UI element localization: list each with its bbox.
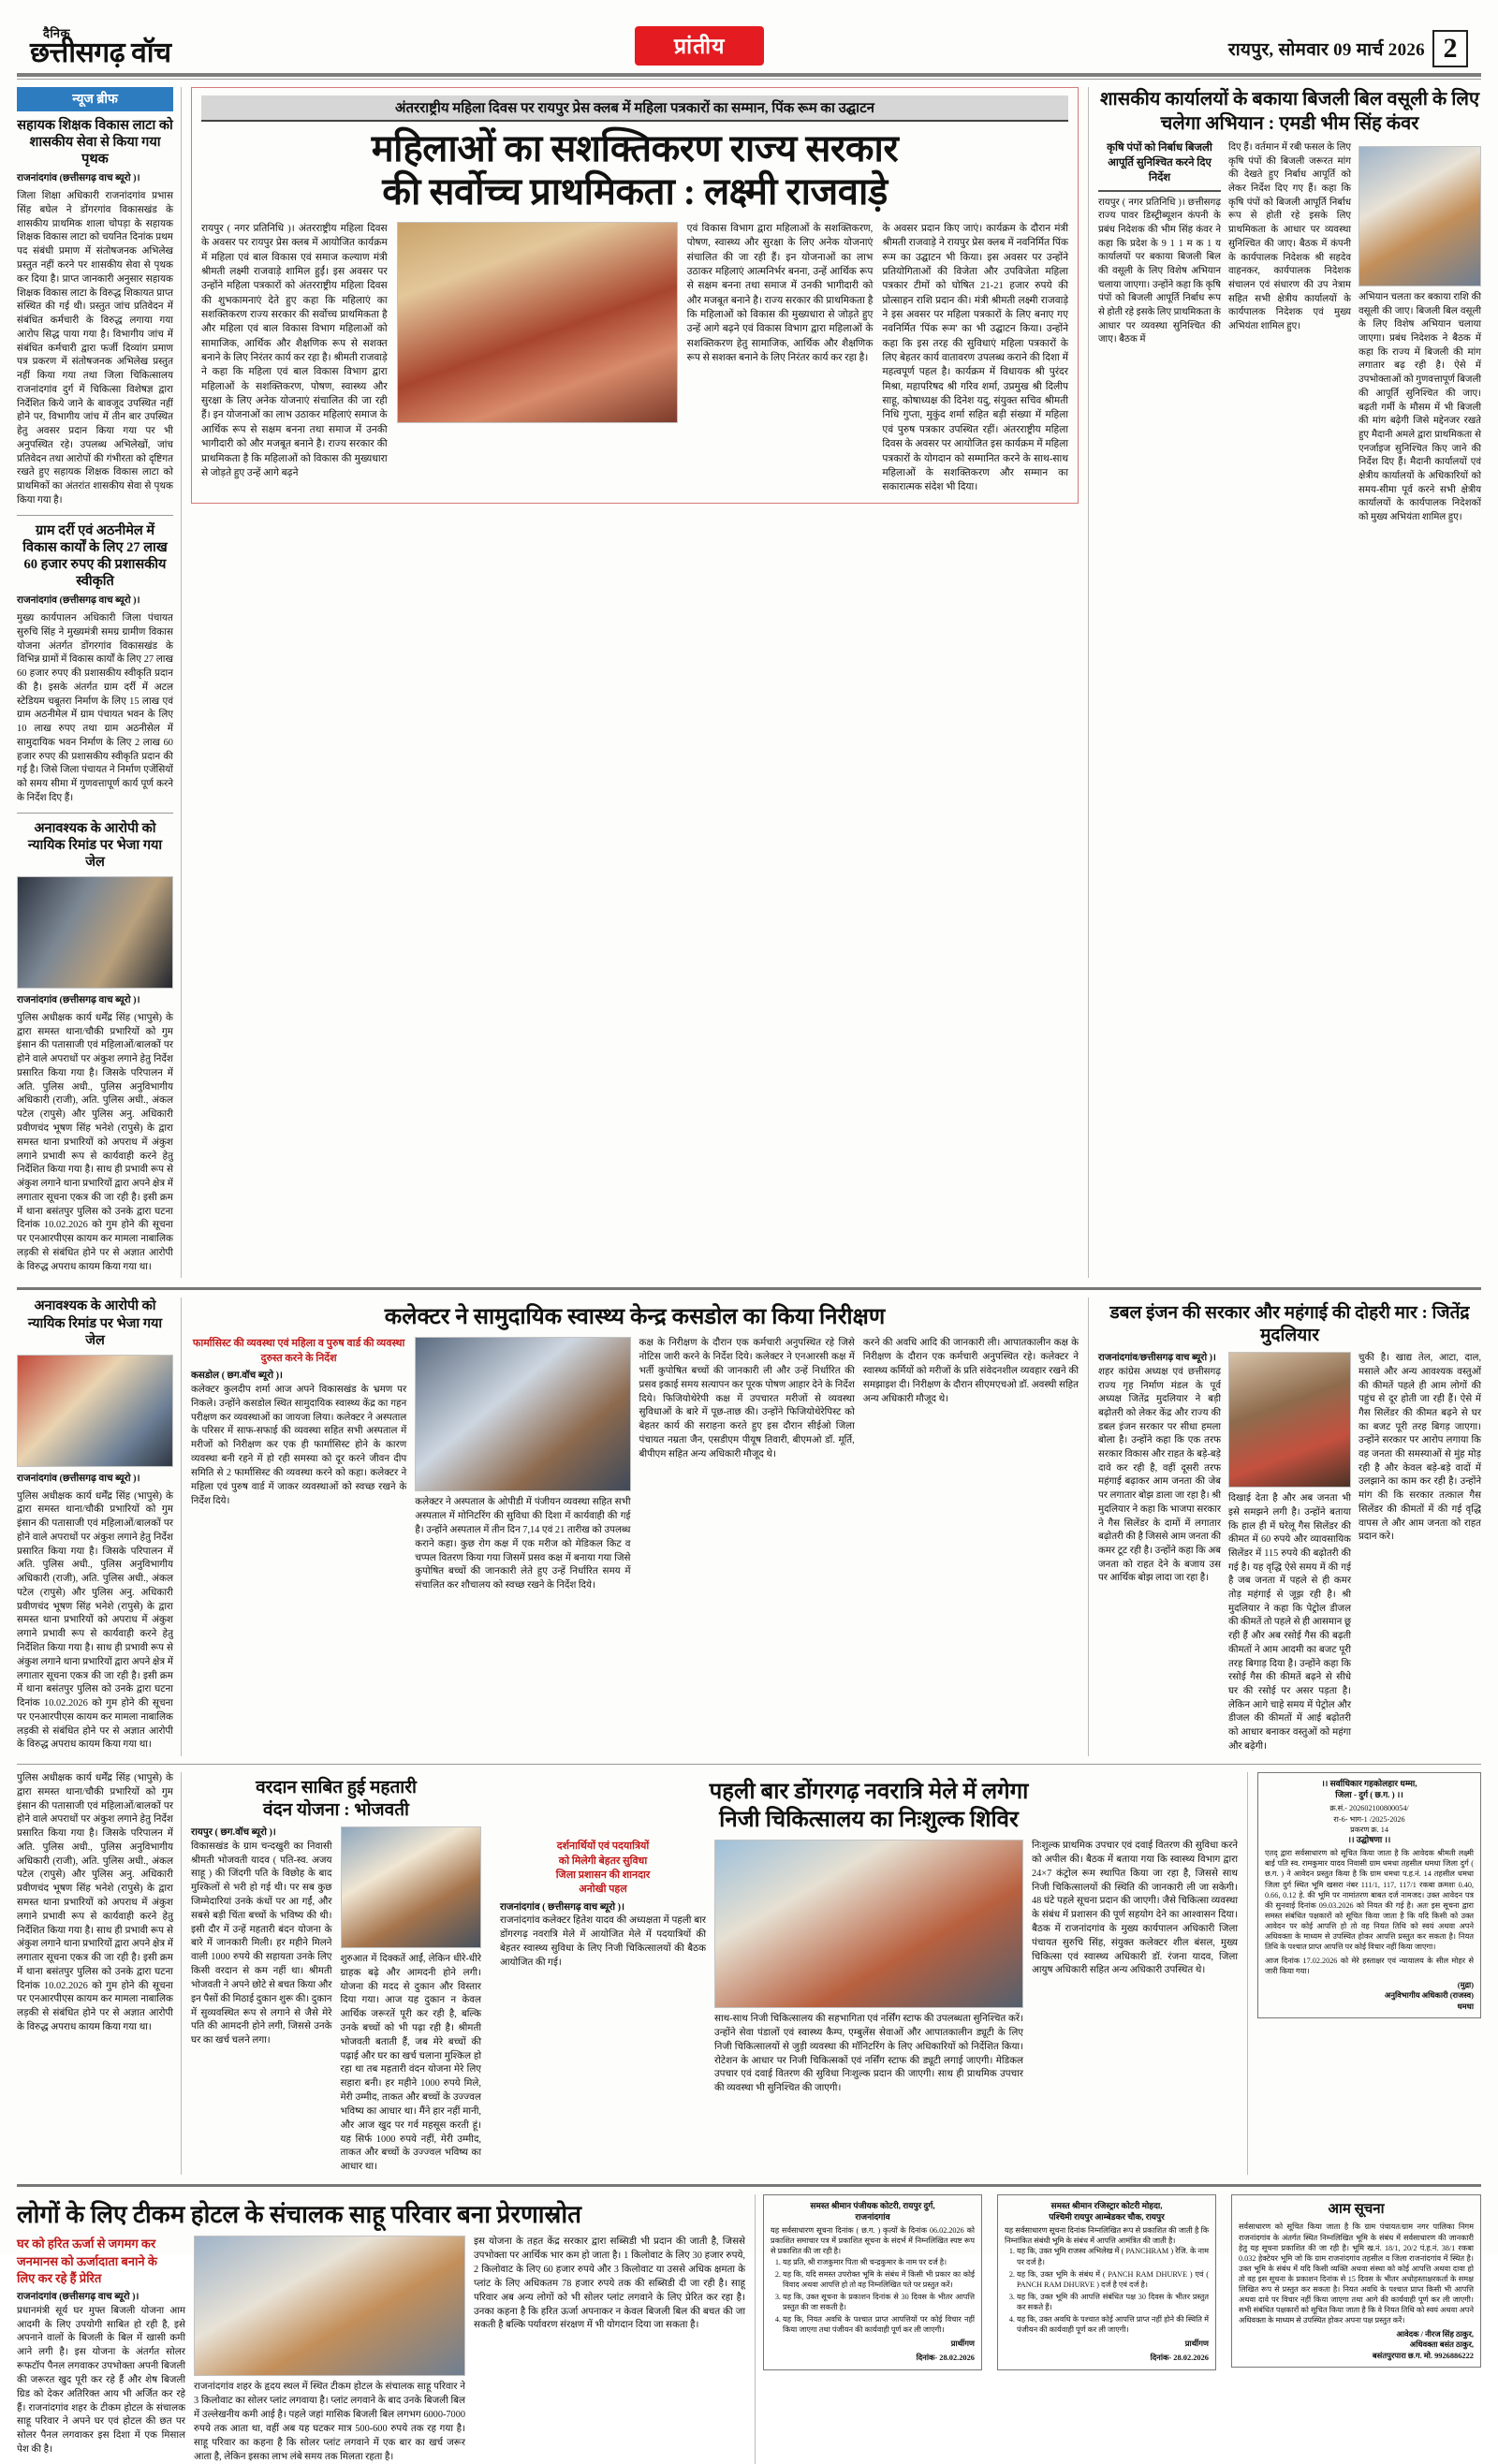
mahtari-headline-line1: वरदान साबित हुई महतारी bbox=[256, 1778, 417, 1798]
notice-b-heading-l2: पश्चिमी रायपुर आम्बेडकर चौक, रायपुर bbox=[1049, 2211, 1165, 2222]
news-brief-banner: न्यूज ब्रीफ bbox=[17, 87, 173, 111]
notice-dharmdha-body: एतद् द्वारा सर्वसाधारण को सूचित किया जाता है कि आवेदक श्रीमती लक्ष्मी बाई पति स्व. रामकुमार यादव निवासी ग्राम धमधा तहसील धमधा जिला दुर्ग ( छ.ग. ) ने आवेदन प्रस्तुत किया है कि ग्राम धमधा प.ह.नं. 14 तहसील धमधा जिला दुर्ग स्थित भूमि खसरा नंबर 111/1, 117, 117/1 रकबा क्रमशः 0.40, 0.66, 0.12 हे. की भूमि पर नामांतरण बाबत दर्ज नामजद। उक्त आवेदन पत्र की सुनवाई दिनांक 09.03.2026 को नियत की गई है। अतः इस सूचना द्वारा समस्त संबंधित पक्षकारों को सूचित किया जाता है कि यदि किसी को उक्त आवेदन पर कोई आपत्ति हो तो वह नियत तिथि को स्वयं अथवा अपने अधिवक्ता के माध्यम से उपस्थित होकर आपत्ति प्रस्तुत कर सकता है। नियत तिथि के पश्चात प्राप्त आपत्ति पर कोई विचार नहीं किया जाएगा। bbox=[1265, 1849, 1474, 1951]
notice-b-sign: प्रार्थीगण bbox=[1184, 2339, 1209, 2348]
right-col-3-text: अभियान चलता कर बकाया राशि की वसूली की जाए। बिजली बिल वसूली के लिए विशेष अभियान चलाया जाएगा। प्रबंध निदेशक ने बैठक में कहा कि राज्य में बिजली की मांग लगातार बढ़ रही है। ऐसे में उपभोक्ताओं को गुणवत्तापूर्ण बिजली की आपूर्ति सुनिश्चित की जाए। बढ़ती गर्मी के मौसम में भी बिजली की मांग बढ़ेगी जिसे मद्देनजर रखते हुए मैदानी अमले द्वारा प्राथमिकता से एनर्जाइज सुनिश्चित किए जाने की निर्देश दिए हैं। मैदानी कार्यालयों एवं क्षेत्रीय कार्यालयों के अधिकारियों को समय-सीमा पूर्व करने सभी क्षेत्रीय कार्यालयों के कार्यपालक निदेशकों को मुख्य अभियंता शामिल हुए। bbox=[1358, 292, 1481, 522]
dongargarh-subhead-l1: दर्शनार्थियों एवं पदयात्रियों bbox=[556, 1841, 650, 1853]
collector-col-1-text: कलेक्टर कुलदीप शर्मा आज अपने विकासखंड के भ्रमण पर निकले। उन्होंने कसडोल स्थित सामुदायिक स्वास्थ्य केंद्र का गहन परीक्षण कर व्यवस्थाओं का जायजा लिया। कलेक्टर ने अस्पताल के परिसर में साफ-सफाई की व्यवस्था सहित सभी अस्पताल में मरीजों को निरीक्षण कर एक ही फार्मासिस्ट होने के कारण व्यवस्था बनी रहने में हो रही समस्या को दूर करने जीवन दीप समिति से 2 फार्मासिस्ट की व्यवस्था करने को कहा। कलेक्टर ने महिला एवं पुरुष वार्ड में जाकर व्यवस्थाओं को स्वच्छ रखने के निर्देश दिये। bbox=[191, 1385, 407, 1506]
notice-c-heading: आम सूचना bbox=[1328, 2201, 1385, 2217]
notice-dharmdha-subhead: ।। उद्घोषणा ।। bbox=[1347, 1834, 1391, 1844]
solar-subhead-l2: जनमानस को ऊर्जादाता बनाने के bbox=[17, 2253, 157, 2268]
lead-story bbox=[182, 87, 1088, 1278]
dongargarh-byline: राजनांदगांव ( छत्तीसगढ़ वाच ब्यूरो )। bbox=[500, 1901, 624, 1913]
right-rail-story bbox=[1088, 87, 1481, 1278]
notice-ref-l2: रा-6- भाग-1 /2025-2026 bbox=[1333, 1814, 1405, 1824]
notice-box-a bbox=[763, 2194, 982, 2370]
date-and-page bbox=[1228, 30, 1468, 67]
right-col-1-text: रायपुर ( नगर प्रतिनिधि )। छत्तीसगढ़ राज्य पावर डिस्ट्रीब्यूशन कंपनी के प्रबंध निदेशक की भीम सिंह कंवर ने कहा कि प्रदेश के 9 1 1 म क 1 य कार्यालयों पर बकाया बिजली बिल की वसूली के लिए विशेष अभियान चलाया जाएगा। उन्होंने कहा कि कृषि पंपों को बिजली आपूर्ति निर्बाध रूप से होती रहे इसके लिए प्राथमिकता के आधार पर व्यवस्था सुनिश्चित की जाए। बैठक में bbox=[1098, 197, 1221, 345]
notice-a-heading bbox=[771, 2201, 975, 2222]
mudaliyar-photo bbox=[1228, 1352, 1351, 1488]
mahtari-headline-line2: वंदन योजना : भोजवती bbox=[263, 1800, 409, 1821]
solar-subhead bbox=[17, 2236, 185, 2287]
solar-col-3 bbox=[474, 2236, 745, 2464]
collector-col-2 bbox=[415, 1337, 630, 1593]
mahtari-photo bbox=[341, 1826, 482, 1948]
right-story-photo bbox=[1358, 146, 1481, 286]
notice-dharmdha-dateline: आज दिनांक 17.02.2026 को मेरे हस्ताक्षर एवं न्यायालय के सील मोहर से जारी किया गया। bbox=[1265, 1956, 1474, 1976]
notice-box-dharmdha bbox=[1257, 1772, 1481, 2018]
solar-col-3-text: इस योजना के तहत केंद्र सरकार द्वारा सब्सिडी भी प्रदान की जाती है, जिससे उपभोक्ता पर आर्थिक भार कम हो जाता है। 1 किलोवाट के लिए 30 हजार रुपये, 2 किलोवाट के लिए 60 हजार रुपये और 3 किलोवाट या उससे अधिक क्षमता के प्लांट के लिए अधिकतम 78 हजार रुपये तक की सब्सिडी दी जा रही है। साहू परिवार अब अन्य लोगों को भी सोलर प्लांट लगवाने के लिए प्रेरित कर रहा है। उनका कहना है कि हरित ऊर्जा अपनाकर न केवल बिजली बिल की बचत की जा सकती है बल्कि पर्यावरण संरक्षण में भी योगदान दिया जा सकता है। bbox=[474, 2237, 745, 2331]
legal-notice-dharmdha bbox=[1247, 1772, 1481, 2175]
right-subhead: कृषि पंपों को निर्बाध बिजली आपूर्ति सुनिश्चित करने दिए निर्देश bbox=[1098, 141, 1221, 192]
masthead bbox=[17, 13, 1481, 69]
solar-columns bbox=[17, 2236, 745, 2464]
collector-byline: कसडोल ( छग.वॉच ब्यूरो )। bbox=[191, 1371, 283, 1382]
rail-item2-body: मुख्य कार्यपालन अधिकारी जिला पंचायत सुरुचि सिंह ने मुख्यमंत्री समग्र ग्रामीण विकास योजना अंतर्गत डोंगरगांव विकासखंड के विभिन्न ग्रामों में विकास कार्यों के लिए 27 लाख 60 हजार रुपए की प्रशासकीय स्वीकृति प्रदान की है। इसके अंतर्गत ग्राम दर्री में अटल स्टेडियम चबूतरा निर्माण के लिए 15 लाख एवं ग्राम अठनीमेल में ग्राम पंचायत भवन के लिए 10 लाख रुपए तथा ग्राम अठनीसेल में सामुदायिक भवन निर्माण के लिए 2 लाख 60 हजार रुपए की प्रशासकीय स्वीकृति प्रदान की गई है। जिसे जिला पंचायत ने निर्माण एजेंसियों को समय सीमा में गुणवत्तापूर्ण कार्य पूर्ण करने के निर्देश दिए हैं। bbox=[17, 613, 173, 803]
notice-b-item: 3. यह कि, उक्त भूमि की आपत्ति संबंधित पक्ष 30 दिवस के भीतर प्रस्तुत कर सकते हैं। bbox=[1017, 2292, 1209, 2312]
rail-item3b-headline[interactable]: अनावश्यक के आरोपी को न्यायिक रिमांड पर भेजा गया जेल bbox=[27, 1298, 163, 1348]
dongargarh-headline-line1: पहली बार डोंगरगढ़ नवरात्रि मेले में लगेगा bbox=[709, 1780, 1029, 1805]
mudaliyar-col-3 bbox=[1358, 1352, 1481, 1753]
collector-col-4-text: करने की अवधि आदि की जानकारी ली। आपातकालीन कक्ष के निरीक्षण के दौरान एक कर्मचारी अनुपस्थित रहे। कलेक्टर ने स्वास्थ्य कर्मियों को मरीजों के प्रति संवेदनशील व्यवहार रखने की समझाइश दी। निरीक्षण के दौरान सीएमएचओ डॉ. अवस्थी सहित अन्य अधिकारी मौजूद थे। bbox=[862, 1338, 1079, 1404]
rail-item1-body: जिला शिक्षा अधिकारी राजनांदगांव प्रभास सिंह बघेल ने डोंगरगांव विकासखंड के शासकीय प्राथमिक शाला चोपड़ा के सहायक शिक्षक विकास लाटा को चयनित दिनांक प्रथम पद संबंधी प्रमाण में संतोषजनक अभिलेख प्रस्तुत नहीं करने पर शासकीय सेवा से पृथक कर दिया है। प्राप्त जानकारी अनुसार सहायक शिक्षक विकास लाटा के विरुद्ध शिकायत प्राप्त संस्थित की गई थी। प्रस्तुत जांच प्रतिवेदन में संबंधित कर्मचारी के विरुद्ध लगाया गया आरोप सिद्ध पाया गया है। विभागीय जांच में संबंधित कर्मचारी द्वारा फर्जी दिव्यांग प्रमाण पत्र प्रकरण में संतोषजनक अभिलेख प्रस्तुत नहीं किया गया तथा जिला चिकित्सालय राजनांदगांव दुर्ग में चिकित्सा विशेषज्ञ द्वारा निर्देशित किये जाने के बावजूद उपस्थित नहीं होने पर, विभागीय जांच में तीन बार उपस्थित हेतु अवसर प्रदान किया गया पर भी अनुपस्थित रहे। उपलब्ध अभिलेखों, जांच प्रतिवेदन तथा आरोपों की गंभीरता को दृष्टिगत रखते हुए सहायक शिक्षक विकास लाटा को प्राथमिकों का अंतरांत शासकीय सेवा से पृथक किया गया है। bbox=[17, 191, 173, 506]
collector-headline[interactable]: कलेक्टर ने सामुदायिक स्वास्थ्य केन्द्र कसडोल का किया निरीक्षण bbox=[384, 1305, 886, 1330]
page-number: 2 bbox=[1432, 30, 1468, 67]
notice-a-date: दिनांक- 28.02.2026 bbox=[916, 2354, 975, 2363]
notice-box-c bbox=[1231, 2194, 1481, 2368]
notice-a-body: यह सर्वसाधारण सूचना दिनांक ( छ.ग. ) कृत्यों के दिनांक 06.02.2026 को प्रकाशित समाचार पत्र में प्रकाशित सूचना के संदर्भ में निम्नलिखित स्पष्ट रूप से प्रकाशित की जा रही है। bbox=[771, 2226, 975, 2256]
notice-box-b bbox=[997, 2194, 1216, 2370]
notice-sign-l2: अनुविभागीय अधिकारी (राजस्व) bbox=[1384, 1991, 1474, 2001]
notice-b-item: 2. यह कि, उक्त भूमि के संबंध में ( PANCH RAM DHURVE ) एवं ( PANCH RAM DHURVE ) दर्ज है एवं दर्ज है। bbox=[1017, 2269, 1209, 2290]
rail-item3-byline: राजनांदगांव (छत्तीसगढ़ वाच ब्यूरो )। bbox=[17, 995, 140, 1006]
notice-a-item: 2. यह कि, यदि समस्त उपरोक्त भूमि के संबंध में किसी भी प्रकार का कोई विवाद अथवा आपत्ति हो तो वह निम्नलिखित पते पर प्रस्तुत करें। bbox=[783, 2269, 975, 2290]
rail-lower-text: पुलिस अधीक्षक कार्य धर्मेंद्र सिंह (भापुसे) के द्वारा समस्त थाना/चौकी प्रभारियों को गुम इंसान की पतासाजी एवं महिलाओं/बालकों पर होने वाले अपराधों पर अंकुश लगाने हेतु निर्देश प्रसारित किया गया है। जिसके परिपालन में अति. पुलिस अधी., पुलिस अनुविभागीय अधिकारी (राजी), अति. पुलिस अधी., अंकल पटेल (रापुसे) और पुलिस अनु. अधिकारी प्रवीणचंद भूषण सिंह भनेशे (रापुसे) के द्वारा समस्त थाना प्रभारियों को अपराध में अंकुश लगाने प्रभावी रूप से कार्यवाही करने हेतु निर्देशित किया गया है। साथ ही प्रभावी रूप से अंकुश लगाने थाना प्रभारियों द्वारा अपने क्षेत्र में लगातार सूचना एकत्र की जा रही है। इसी क्रम में थाना बसंतपुर पुलिस को उनके द्वारा घटना दिनांक 10.02.2026 को गुम होने की सूचना पर एनआरपीएस कायम कर मामला नाबालिक लड़की से संबंधित होने पर से अज्ञात आरोपी के विरुद्ध अपराध कायम किया गया था। bbox=[17, 1773, 173, 2032]
lead-photo bbox=[397, 222, 678, 423]
solar-col-1-text: प्रधानमंत्री सूर्य घर मुफ्त बिजली योजना आम आदमी के लिए उपयोगी साबित हो रही है, इसे अपनाने वालों के बिजली के बिल में खासी कमी आने लगी है। इस योजना के अंतर्गत सोलर रूफटॉप पैनल लगवाकर उपभोक्ता अपनी बिजली की जरूरत खुद पूरी कर रहे हैं और शेष बिजली ग्रिड को देकर अतिरिक्त आय भी अर्जित कर रहे हैं। राजनांदगांव शहर के टीकम होटल के संचालक साहू परिवार ने अपने घर एवं होटल की छत पर सोलर पैनल लगवाकर इस दिशा में एक मिसाल पेश की है। bbox=[17, 2305, 185, 2455]
right-col-2-text: दिए हैं। वर्तमान में रबी फसल के लिए कृषि पंपों की बिजली जरूरत मांग की देखते हुए निर्बाध आपूर्ति को लेकर निर्देश दिए गए हैं। कहा कि कृषि पंपों को बिजली आपूर्ति निर्बाध रूप से होती रहे इसके लिए प्राथमिकता के आधार पर व्यवस्था सुनिश्चित की जाए। बैठक में कंपनी के कार्यपालक निदेशक श्री सहदेव वाहनकर, कार्यपालक निदेशक संचालन एवं संधारण की उप नेत्राम सहित सभी क्षेत्रीय कार्यालयों के कार्यपालक निदेशक एवं मुख्य अभियंता शामिल हुए। bbox=[1228, 142, 1351, 331]
rail-item2-headline[interactable]: ग्राम दर्री एवं अठनीमेल में विकास कार्यों के लिए 27 लाख 60 हजार रुपए की प्रशासकीय स्वीकृति bbox=[22, 522, 168, 590]
notice-dharmdha-heading bbox=[1265, 1779, 1474, 1800]
dongargarh-headline[interactable] bbox=[500, 1778, 1238, 1834]
rail-photo-arrested bbox=[17, 876, 173, 989]
mahtari-story bbox=[182, 1772, 491, 2175]
rail-item1-headline[interactable]: सहायक शिक्षक विकास लाटा को शासकीय सेवा से किया गया पृथक bbox=[17, 118, 173, 168]
mudaliyar-byline: राजनांदगांव/छत्तीसगढ़ वाच ब्यूरो )। bbox=[1098, 1353, 1216, 1364]
rail-item2-byline: राजनांदगांव (छत्तीसगढ़ वाच ब्यूरो )। bbox=[17, 595, 140, 607]
notice-dharmdha-heading-l2: जिला - दुर्ग ( छ.ग. ) ।। bbox=[1335, 1789, 1403, 1799]
collector-col-2-text: कलेक्टर ने अस्पताल के ओपीडी में पंजीयन व्यवस्था सहित सभी अस्पताल में मोनिटरिंग की सुविधा की दिशा में कार्यवाही की गई है। उन्होंने अस्पताल में तीन दिन 7,14 एवं 21 तारीख को उपलब्ध कराने कहा। कुछ रोग कक्ष में एक मरीज को मेडिकल किट व चप्पल वितरण किया गया जिसमें प्रसव कक्ष में बनाया गया जिसे कुपोषित बच्चों की जानकारी लेते हुए उन्हें निर्धारित समय में संचालित कर शौचालय को स्वच्छ रखने के निर्देश दिये। bbox=[415, 1497, 631, 1591]
dongargarh-col-1 bbox=[500, 1840, 706, 2096]
notice-ref-l1: क्र.सं.- 202602100800054/ bbox=[1329, 1804, 1409, 1813]
dongargarh-col-1-text: राजनांदगांव कलेक्टर हितेश यादव की अध्यक्षता में पहली बार डोंगरगढ़ नवरात्रि मेले में आयोजित मेले में पदयात्रियों की बेहतर स्वास्थ्य सुविधा के लिए निजी चिकित्सालयों की बैठक आयोजित की गई। bbox=[500, 1915, 706, 1968]
notice-c-wrap bbox=[1224, 2194, 1481, 2464]
newspaper-logo[interactable] bbox=[30, 27, 171, 67]
solar-col-2 bbox=[194, 2236, 465, 2464]
dongargarh-story bbox=[491, 1772, 1247, 2175]
band-separator-2 bbox=[17, 1764, 1481, 1765]
dongargarh-photo bbox=[714, 1840, 1023, 2008]
lead-headline-line1: महिलाओं का सशक्तिकरण राज्य सरकार bbox=[371, 127, 899, 169]
solar-byline: राजनांदगांव (छत्तीसगढ़ वाच ब्यूरो )। bbox=[17, 2292, 140, 2303]
notice-a-items bbox=[771, 2257, 975, 2335]
logo-title: छत्तीसगढ़ वॉच bbox=[30, 37, 171, 68]
notice-ref-l3: प्रकरण क्र. 14 bbox=[1350, 1825, 1388, 1834]
notice-dharmdha-ref bbox=[1265, 1803, 1474, 1834]
mudaliyar-story bbox=[1088, 1298, 1481, 1756]
rail-divider-1 bbox=[17, 515, 173, 516]
notice-a-wrap bbox=[756, 2194, 990, 2464]
mahtari-col-1 bbox=[191, 1826, 332, 2175]
notice-b-item: 4. यह कि, उक्त अवधि के पश्चात कोई आपत्ति प्राप्त नहीं होने की स्थिति में पंजीयन की कार्यवाही पूर्ण कर ली जाएगी। bbox=[1017, 2314, 1209, 2335]
logo-prefix: दैनिक bbox=[43, 26, 70, 40]
lead-headline[interactable] bbox=[201, 127, 1068, 214]
mahtari-byline: रायपुर ( छग.वॉच ब्यूरो )। bbox=[191, 1826, 276, 1838]
notice-a-item: 1. यह प्रति, श्री राजकुमार पिता श्री चन्द्रकुमार के नाम पर दर्ज है। bbox=[783, 2257, 975, 2267]
lead-headline-line2: की सर्वोच्च प्राथमिकता : लक्ष्मी राजवाड़े bbox=[382, 170, 888, 213]
dongargarh-col-2 bbox=[714, 1840, 1023, 2096]
dongargarh-col-3 bbox=[1032, 1840, 1238, 2096]
dongargarh-subhead-l2: को मिलेगी बेहतर सुविधा bbox=[558, 1855, 648, 1867]
collector-col-3-text: कक्ष के निरीक्षण के दौरान एक कर्मचारी अनुपस्थित रहे जिसे नोटिस जारी करने के निर्देश दिये। कलेक्टर ने एनआरसी कक्ष में भर्ती कुपोषित बच्चों की जानकारी ली और उन्हें निर्धारित की प्रसव इकाई समय सत्यापन कर पूरक पोषण आहार देने के निर्देश दिये। फिजियोथेरेपी कक्ष में उपचारत मरीजों से व्यवस्था सुविधाओं के बारे में पूछ-ताछ की। उन्होंने फिजियोथेरेपिस्ट को बेहतर कार्य की सराहना करते हुए इस दौरान सीईओ जिला पंचायत नम्रता जैन, एसडीएम पीयूष तिवारी, बीएमओ डॉ. मूर्ति, बीपीएम सहित अन्य अधिकारी मौजूद थे। bbox=[639, 1338, 855, 1459]
collector-columns bbox=[191, 1337, 1079, 1593]
notice-a-heading-l2: राजनांदगांव bbox=[855, 2211, 890, 2222]
notice-a-sign: प्रार्थीगण bbox=[950, 2339, 975, 2348]
notice-b-date: दिनांक- 28.02.2026 bbox=[1150, 2354, 1209, 2363]
lower-band bbox=[17, 1772, 1481, 2175]
lead-col-1: रायपुर ( नगर प्रतिनिधि )। अंतरराष्ट्रीय महिला दिवस के अवसर पर रायपुर प्रेस क्लब में आयोजित कार्यक्रम में महिला एवं बाल विकास एवं समाज कल्याण मंत्री श्रीमती लक्ष्मी राजवाड़े शामिल हुईं। इस अवसर पर उन्होंने महिला पत्रकारों को अंतरराष्ट्रीय महिला दिवस की शुभकामनाएं देते हुए कहा कि महिलाएं का सशक्तिकरण राज्य सरकार की सर्वोच्च प्राथमिकता है और महिला एवं बाल विकास विभाग महिलाओं को सामाजिक, आर्थिक और शैक्षणिक रूप से सशक्त बनाने के लिए निरंतर कार्य कर रहा है। श्रीमती राजवाड़े ने कहा कि महिला एवं बाल विकास विभाग द्वारा महिलाओं के सशक्तिकरण, पोषण, स्वास्थ्य और सुरक्षा के लिए अनेक योजनाएं संचालित की जा रही हैं। इन योजनाओं का लाभ उठाकर महिलाएं समाज के आर्थिक रूप से सक्षम बनना तथा समाज में उनकी भागीदारी को और मजबूत बनाने है। राज्य सरकार की प्राथमिकता है कि महिलाओं को विकास की मुख्यधारा से जोड़ते हुए उन्हें आगे बढ़ने bbox=[201, 223, 388, 478]
lead-story-box bbox=[191, 87, 1079, 504]
right-story-columns bbox=[1098, 141, 1481, 525]
lead-body bbox=[201, 222, 1068, 495]
collector-story bbox=[182, 1298, 1088, 1756]
collector-col-1 bbox=[191, 1337, 406, 1593]
right-col-1 bbox=[1098, 141, 1221, 525]
notice-a-heading-l1: समस्त श्रीमान पंजीयक कोटरी, रायपुर दुर्ग, bbox=[810, 2200, 935, 2210]
mudaliyar-columns bbox=[1098, 1352, 1481, 1753]
notice-dharmdha-signature bbox=[1265, 1980, 1474, 2012]
notice-b-body: यह सर्वसाधारण सूचना दिनांक निम्नलिखित रूप से प्रकाशित की जाती है कि निम्नांकित संबंधी भूमि के संबंध में आपत्ति आमंत्रित की जाती है। bbox=[1005, 2226, 1209, 2246]
mudaliyar-col-2-text: दिखाई देता है और अब जनता भी इसे समझने लगी है। उन्होंने बताया कि हाल ही में घरेलू गैस सिलेंडर की कीमत में 60 रुपये और व्यावसायिक सिलेंडर में 115 रुपये की बढ़ोतरी की गई है। यह वृद्धि ऐसे समय में की गई है जब जनता में पहले से ही कमर तोड़ महंगाई से जूझ रही है। श्री मुदलियार ने कहा कि पेट्रोल डीजल की कीमतें तो पहले से ही आसमान छू रही हैं और अब रसोई गैस की बढ़ती कीमतों ने आम आदमी का बजट पूरी तरह बिगाड़ दिया है। उन्होंने कहा कि रसोई गैस की कीमतें बढ़ने से सीधे घर की रसोई पर असर पड़ता है। लेकिन आगे चाहे समय में पेट्रोल और डीजल की कीमतों में आई बढ़ोतरी को आधार बनाकर वस्तुओं को महंगा और बढ़ेगी। bbox=[1228, 1493, 1351, 1752]
rail-item3b-byline: राजनांदगांव (छत्तीसगढ़ वाच ब्यूरो )। bbox=[17, 1473, 140, 1484]
top-band bbox=[17, 87, 1481, 1278]
lead-col-3: के अवसर प्रदान किए जाएं। कार्यक्रम के दौरान मंत्री श्रीमती राजवाड़े ने रायपुर प्रेस क्लब में नवनिर्मित पिंक रूम का उद्घाटन भी किया। इस अवसर पर उन्होंने प्रतियोगिताओं की विजेता और उपविजेता महिला पत्रकार टीमों को घोषित 21-21 हजार रुपये की प्रोत्साहन राशि प्रदान की। मंत्री श्रीमती लक्ष्मी राजवाड़े ने इस अवसर पर महिला पत्रकारों के लिए बनाए गए नवनिर्मित 'पिंक रूम' का भी उद्घाटन किया। उन्होंने कहा कि इस तरह की सुविधाएं महिला पत्रकारों के लिए बेहतर कार्य वातावरण उपलब्ध कराने की दिशा में महत्वपूर्ण पहल है। कार्यक्रम में विधायक श्री पुरंदर मिश्रा, महापरिषद श्री गरिव शर्मा, उप्रमुख श्री दिलीप साहू, कोषाध्यक्ष की दिनेश यदु, संयुक्त सचिव श्रीमती निधि गुप्ता, मुकुंद शर्मा सहित बड़ी संख्या में महिला एवं पुरुष पत्रकार उपस्थित रहीं। अंतरराष्ट्रीय महिला दिवस के अवसर पर आयोजित इस कार्यक्रम में महिला पत्रकारों के योगदान को सम्मानित करने के साथ-साथ महिलाओं के सशक्तिकरण और सम्मान का सकारात्मक संदेश भी दिया। bbox=[882, 223, 1069, 493]
solar-subhead-l1: घर को हरित ऊर्जा से जगमग कर bbox=[17, 2237, 156, 2251]
collector-col-4 bbox=[863, 1337, 1079, 1593]
band-separator-3 bbox=[17, 2184, 1481, 2187]
mudaliyar-col-1 bbox=[1098, 1352, 1221, 1753]
edition-date: रायपुर, सोमवार 09 मार्च 2026 bbox=[1227, 40, 1425, 60]
lead-kicker: अंतरराष्ट्रीय महिला दिवस पर रायपुर प्रेस क्लब में महिला पत्रकारों का सम्मान, पिंक रूम का उद्घाटन bbox=[201, 95, 1068, 122]
collector-photo bbox=[415, 1337, 630, 1491]
section-tag-pranteey: प्रांतीय bbox=[635, 26, 764, 66]
rail-lower bbox=[17, 1772, 182, 2175]
notice-c-sign-l2: अधिवक्ता बसंत ठाकुर, bbox=[1409, 2340, 1474, 2350]
dongargarh-headline-line2: निजी चिकित्सालय का निःशुल्क शिविर bbox=[719, 1808, 1019, 1833]
masthead-rule-thick bbox=[17, 73, 1481, 77]
rail-continued bbox=[17, 1298, 182, 1756]
rail-divider-2 bbox=[17, 813, 173, 814]
solar-feature-story bbox=[17, 2194, 756, 2464]
notice-c-sign-l1: आवेदक / नीरज सिंह ठाकुर, bbox=[1396, 2330, 1474, 2339]
mahtari-headline[interactable] bbox=[191, 1777, 481, 1822]
dongargarh-subhead bbox=[500, 1840, 706, 1898]
dongargarh-col-2-text: साथ-साथ निजी चिकित्सालय की सहभागिता एवं नर्सिंग स्टाफ की उपलब्धता सुनिश्चित करें। उन्होंने सेवा पंडालों एवं स्वास्थ्य कैम्प, एम्बुलेंस सेवाओं और आपातकालीन ड्यूटी के लिए निजी चिकित्सालयों से जुड़ी व्यवस्था की मॉनिटरिंग के लिए अधिकारियों को निर्देशित किया। रोटेशन के आधार पर निजी चिकित्सकों एवं नर्सिंग स्टाफ की ड्यूटी लगाई जाएगी। मेडिकल उपचार एवं दवाई वितरण की सुविधा निःशुल्क प्रदान की जाएगी। साथ ही प्राथमिक उपचार की व्यवस्था भी सुनिश्चित की जाएगी। bbox=[714, 2014, 1023, 2094]
notice-c-sign-l3: बसंतपुरपारा छ.ग. मो. 9926886222 bbox=[1372, 2351, 1474, 2360]
dongargarh-columns bbox=[500, 1840, 1238, 2096]
notice-c-body: सर्वसाधारण को सूचित किया जाता है कि ग्राम पंचायत/ग्राम नगर पालिका निगम राजनांदगांव के अंतर्गत स्थित निम्नलिखित भूमि के संबंध में सर्वसाधारण की जानकारी हेतु यह सूचना प्रकाशित की जा रही है। भूमि ख.नं. 18/1, 20/2 पं.ह.नं. 38/1 रकबा 0.032 हेक्टेयर भूमि जो कि ग्राम राजनांदगांव तहसील व जिला राजनांदगांव में स्थित है। उक्त भूमि के संबंध में यदि किसी व्यक्ति अथवा संस्था को कोई आपत्ति अथवा दावा हो तो वह इस सूचना के प्रकाशन दिनांक से 15 दिवस के भीतर अधोहस्ताक्षरकर्ता के समक्ष लिखित रूप से प्रस्तुत कर सकता है। नियत अवधि के पश्चात प्राप्त किसी भी आपत्ति अथवा दावे पर विचार नहीं किया जाएगा तथा आगे की कार्यवाही पूर्ण कर ली जाएगी। सभी संबंधित पक्षकारों को सूचित किया जाता है कि वे नियत तिथि को स्वयं अथवा अपने अधिवक्ता के माध्यम से उपस्थित होकर अपना पक्ष प्रस्तुत करें। bbox=[1239, 2222, 1474, 2325]
lead-col-2: एवं विकास विभाग द्वारा महिलाओं के सशक्तिकरण, पोषण, स्वास्थ्य और सुरक्षा के लिए अनेक योजनाएं संचालित की जा रही हैं। इन योजनाओं का लाभ उठाकर महिलाएं आत्मनिर्भर बनना, उन्हें आर्थिक रूप से सक्षम बनना तथा समाज में उनकी भागीदारी को और मजबूत बनाने है। राज्य सरकार की प्राथमिकता है कि महिलाओं को विकास की मुख्यधारा से जोड़ते हुए उन्हें आगे बढ़ने एवं विकास विभाग द्वारा महिलाओं के सशक्तिकरण हेतु सामाजिक, आर्थिक और शैक्षणिक रूप से सशक्त बनाने के लिए निरंतर कार्य कर रहा है। bbox=[686, 223, 874, 364]
mahtari-col-2 bbox=[341, 1826, 482, 2175]
notice-sign-l1: (मुद्रा) bbox=[1457, 1981, 1474, 1990]
band-separator-1 bbox=[17, 1287, 1481, 1290]
mudaliyar-col-2 bbox=[1228, 1352, 1351, 1753]
mudaliyar-col-1-text: शहर कांग्रेस अध्यक्ष एवं छत्तीसगढ़ राज्य गृह निर्माण मंडल के पूर्व अध्यक्ष जितेंद्र मुदलियार ने बड़ी बढ़ोतरी को लेकर केंद्र और राज्य की डबल इंजन सरकार पर सीधा हमला बोला है। उन्होंने कहा कि एक तरफ सरकार विकास और राहत के बड़े-बड़े दावे कर रही है, वहीं दूसरी तरफ महंगाई बढ़ाकर आम जनता की जेब पर लगातार बोझ डाला जा रहा है। श्री मुदलियार ने कहा कि भाजपा सरकार ने गैस सिलेंडर के दामों में लगातार बढ़ोतरी की है जिससे आम जनता की कमर टूट रही है। उन्होंने कहा कि अब जनता को राहत देने के बजाय उस पर आर्थिक बोझ लादा जा रहा है। bbox=[1098, 1366, 1221, 1584]
collector-col-3 bbox=[639, 1337, 855, 1593]
notice-a-item: 4. यह कि, नियत अवधि के पश्चात प्राप्त आपत्तियों पर कोई विचार नहीं किया जाएगा तथा पंजीयन की कार्यवाही पूर्ण कर ली जाएगी। bbox=[783, 2314, 975, 2335]
mudaliyar-col-3-text: चुकी है। खाद्य तेल, आटा, दाल, मसाले और अन्य आवश्यक वस्तुओं की कीमतें पहले ही आम लोगों की पहुंच से दूर होती जा रही हैं। ऐसे में गैस सिलेंडर की कीमत बढ़ने से घर का बजट पूरी तरह बिगड़ जाएगा। उन्होंने सरकार पर आरोप लगाया कि वह जनता की समस्याओं से मुंह मोड़ रही है और केवल बड़े-बड़े वादों में उलझाने का काम कर रही है। उन्होंने मांग की कि सरकार तत्काल गैस सिलेंडर की कीमतों में की गई वृद्धि वापस ले और आम जनता को राहत प्रदान करे। bbox=[1358, 1353, 1481, 1543]
notice-b-items bbox=[1005, 2246, 1209, 2335]
rail-item3-body: पुलिस अधीक्षक कार्य धर्मेंद्र सिंह (भापुसे) के द्वारा समस्त थाना/चौकी प्रभारियों को गुम इंसान की पतासाजी एवं महिलाओं/बालकों पर होने वाले अपराधों पर अंकुश लगाने हेतु निर्देश प्रसारित किया गया है। जिसके परिपालन में अति. पुलिस अधी., पुलिस अनुविभागीय अधिकारी (राजी), अति. पुलिस अधी., अंकल पटेल (रापुसे) और पुलिस अनु. अधिकारी प्रवीणचंद भूषण सिंह भनेशे (रापुसे) के द्वारा समस्त थाना प्रभारियों को अपराध में अंकुश लगाने प्रभावी रूप से कार्यवाही करने हेतु निर्देशित किया गया है। साथ ही प्रभावी रूप से अंकुश लगाने थाना प्रभारियों द्वारा अपने क्षेत्र में लगातार सूचना एकत्र की जा रही है। इसी क्रम में थाना बसंतपुर पुलिस को उनके द्वारा घटना दिनांक 10.02.2026 को गुम होने की सूचना पर एनआरपीएस कायम कर मामला नाबालिक लड़की से संबंधित होने पर से अज्ञात आरोपी के विरुद्ध अपराध कायम किया गया था। bbox=[17, 1012, 173, 1272]
solar-photo bbox=[194, 2236, 465, 2376]
mahtari-columns bbox=[191, 1826, 481, 2175]
mahtari-col-2-text: शुरुआत में दिक्कतें आईं, लेकिन धीरे-धीरे ग्राहक बढ़े और आमदनी होने लगी। योजना की मदद से दुकान और विस्तार दिया गया। आज यह दुकान न केवल आर्थिक जरूरतें पूरी कर रही है, बल्कि उनके बच्चों को भी पढ़ा रही है। श्रीमती भोजवती बताती हैं, जब मेरे बच्चों की पढ़ाई और घर का खर्च चलाना मुश्किल हो रहा था तब महतारी वंदन योजना मेरे लिए सहारा बनी। हर महीने 1000 रुपये मिले, मेरी उम्मीद, ताकत और बच्चों के उज्ज्वल भविष्य का आधार था। मैंने हार नहीं मानी, और आज खुद पर गर्व महसूस करती हूं। यह सिर्फ 1000 रुपये नहीं, मेरी उम्मीद, ताकत और बच्चों के उज्ज्वल भविष्य का आधार था। bbox=[340, 1953, 481, 2173]
notice-b-heading-l1: समस्त श्रीमान रजिस्ट्रार कोटरी मोहदा, bbox=[1050, 2200, 1163, 2210]
news-brief-rail bbox=[17, 87, 182, 1278]
notice-b-wrap bbox=[990, 2194, 1224, 2464]
right-col-2 bbox=[1228, 141, 1351, 525]
bottom-band bbox=[17, 2194, 1481, 2464]
collector-subhead: फार्मासिस्ट की व्यवस्था एवं महिला व पुरुष वार्ड की व्यवस्था दुरुस्त करने के निर्देश bbox=[192, 1338, 405, 1364]
right-col-3 bbox=[1358, 141, 1481, 525]
notice-a-item: 3. यह कि, उक्त सूचना के प्रकाशन दिनांक से 30 दिवस के भीतर आपत्ति प्रस्तुत की जा सकती है। bbox=[783, 2292, 975, 2312]
notice-b-item: 1. यह कि, उक्त भूमि राजस्व अभिलेख में ( PANCHRAM ) रेजि. के नाम पर दर्ज है। bbox=[1017, 2246, 1209, 2266]
notice-b-heading bbox=[1005, 2201, 1209, 2222]
notice-dharmdha-heading-l1: ।। सर्वाधिकार गहकोलहार धम्मा, bbox=[1321, 1779, 1417, 1789]
solar-subhead-l3: लिए कर रहे हैं प्रेरित bbox=[17, 2270, 102, 2285]
dongargarh-col-3-text: निःशुल्क प्राथमिक उपचार एवं दवाई वितरण की सुविधा करने को अपील की। बैठक में बताया गया कि स्वास्थ्य विभाग द्वारा 24×7 कंट्रोल रूम स्थापित किया जा रहा है, जिससे साथ निजी चिकित्सालयों की स्थिति की जानकारी ली जा सकेगी। 48 घंटे पहले सूचना प्रदान की जाएगी। जैसे चिकित्सा व्यवस्था के संबंध में प्रशासन की पूर्ण सहयोग देने का आश्वासन दिया। बैठक में राजनांदगांव के मुख्य कार्यपालन अधिकारी जिला पंचायत सुरुचि सिंह, संयुक्त कलेक्टर शील बंसल, मुख्य चिकित्सा एवं स्वास्थ्य अधिकारी डॉ. रंजना यादव, जिला आयुष अधिकारी सहित अन्य अधिकारी उपस्थित थे। bbox=[1032, 1841, 1238, 1976]
rail-photo-2 bbox=[17, 1355, 173, 1467]
dongargarh-subhead-l3: जिला प्रशासन की शानदार bbox=[555, 1869, 651, 1881]
solar-col-2-text: राजनांदगांव शहर के हृदय स्थल में स्थित टीकम होटल के संचालक साहू परिवार ने 3 किलोवाट का सोलर प्लांट लगवाया है। प्लांट लगवाने के बाद उनके बिजली बिल में उल्लेखनीय कमी आई है। पहले जहां मासिक बिजली बिल लगभग 6000-7000 रुपये तक आता था, वहीं अब यह घटकर मात्र 500-600 रुपये तक रह गया है। साहू परिवार का कहना है कि सोलर प्लांट लगवाने में एक बार का खर्च जरूर आता है, लेकिन इसका लाभ लंबे समय तक मिलता रहता है। bbox=[194, 2382, 465, 2462]
rail-item3b-body: पुलिस अधीक्षक कार्य धर्मेंद्र सिंह (भापुसे) के द्वारा समस्त थाना/चौकी प्रभारियों को गुम इंसान की पतासाजी एवं महिलाओं/बालकों पर होने वाले अपराधों पर अंकुश लगाने हेतु निर्देश प्रसारित किया गया है। जिसके परिपालन में अति. पुलिस अधी., पुलिस अनुविभागीय अधिकारी (राजी), अति. पुलिस अधी., अंकल पटेल (रापुसे) और पुलिस अनु. अधिकारी प्रवीणचंद भूषण सिंह भनेशे (रापुसे) के द्वारा समस्त थाना प्रभारियों को अपराध में अंकुश लगाने प्रभावी रूप से कार्यवाही करने हेतु निर्देशित किया गया है। साथ ही प्रभावी रूप से अंकुश लगाने थाना प्रभारियों द्वारा अपने क्षेत्र में लगातार सूचना एकत्र की जा रही है। इसी क्रम में थाना बसंतपुर पुलिस को उनके द्वारा घटना दिनांक 10.02.2026 को गुम होने की सूचना पर एनआरपीएस कायम कर मामला नाबालिक लड़की से संबंधित होने पर से अज्ञात आरोपी के विरुद्ध अपराध कायम किया गया था। bbox=[17, 1490, 173, 1751]
right-story-headline[interactable]: शासकीय कार्यालयों के बकाया बिजली बिल वसूली के लिए चलेगा अभियान : एमडी भीम सिंह कंवर bbox=[1099, 89, 1480, 134]
masthead-rule-thin bbox=[17, 79, 1481, 80]
mudaliyar-headline[interactable]: डबल इंजन की सरकार और महंगाई की दोहरी मार : जितेंद्र मुदलियार bbox=[1109, 1303, 1470, 1346]
mahtari-col-1-text: विकासखंड के ग्राम चन्दखुरी का निवासी श्रीमती भोजवती यादव ( पति-स्व. अजय साहू ) की जिंदगी पति के विछोह के बाद मुश्किलों से भरी हो गई थी। पर सब कुछ जिम्मेदारियां उनके कंधों पर आ गईं, और सबसे बड़ी चिंता बच्चों के भविष्य की थी। इसी दौर में उन्हें महतारी बंदन योजना के बारे में जानकारी मिली। हर महीने मिलने वाली 1000 रुपये की सहायता उनके लिए किसी वरदान से कम नहीं था। श्रीमती भोजवती ने अपने छोटे से बचत किया और इन पैसों की मिठाई दुकान शुरू की। दुकान में सुव्यवस्थित रूप से लगाने से जैसे मेरे पति की आमदनी होने लगी, जिससे उनके घर का खर्च चलने लगा। bbox=[191, 1841, 332, 2046]
dongargarh-subhead-l4: अनोखी पहल bbox=[579, 1884, 627, 1896]
solar-headline[interactable]: लोगों के लिए टीकम होटल के संचालक साहू परिवार बना प्रेरणास्रोत bbox=[17, 2200, 581, 2228]
middle-band bbox=[17, 1298, 1481, 1756]
solar-col-1 bbox=[17, 2236, 185, 2464]
rail-item1-byline: राजनांदगांव (छत्तीसगढ़ वाच ब्यूरो )। bbox=[17, 173, 140, 184]
rail-item3-headline[interactable]: अनावश्यक के आरोपी को न्यायिक रिमांड पर भेजा गया जेल bbox=[27, 820, 163, 870]
notice-c-sign bbox=[1239, 2329, 1474, 2361]
notice-sign-l3: धमधा bbox=[1457, 2002, 1474, 2011]
